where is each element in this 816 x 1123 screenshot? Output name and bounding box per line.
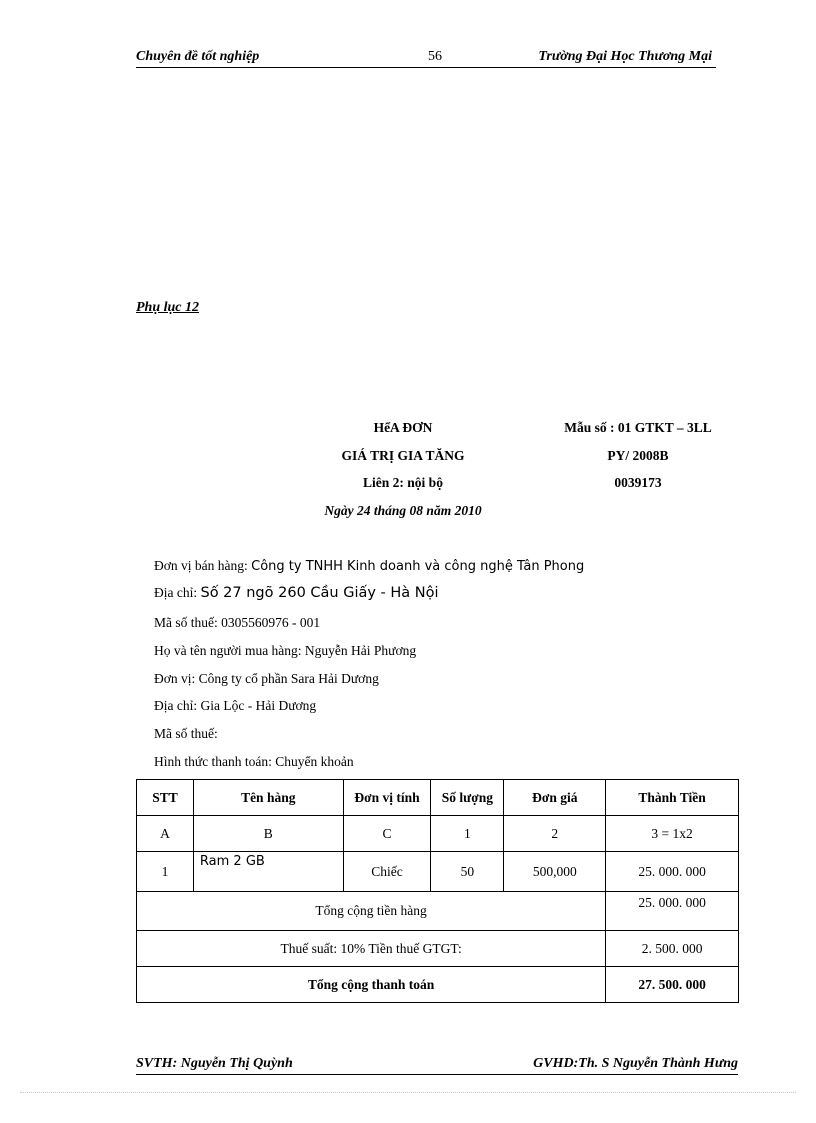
page-bottom-divider (20, 1092, 796, 1093)
seller-address-line (154, 585, 439, 601)
seller-name-label: Đơn vị bán hàng: (154, 558, 248, 573)
table-code-row (137, 816, 739, 852)
invoice-title-line2: GIÁ TRỊ GIA TĂNG (341, 448, 465, 463)
vat-row (137, 931, 739, 967)
item-name: Ram 2 GB (193, 852, 343, 892)
invoice-number: 0039173 (614, 475, 662, 490)
vat-value: 2. 500. 000 (606, 931, 739, 967)
code-cell: 2 (504, 816, 606, 852)
invoice-form-number: Mẫu số : 01 GTKT – 3LL (564, 420, 712, 435)
invoice-title-line1: HểA ĐƠN (373, 420, 433, 435)
page-header (136, 47, 716, 68)
vat-label: Thuế suất: 10% Tiền thuế GTGT: (137, 931, 606, 967)
invoice-date: Ngày 24 tháng 08 năm 2010 (324, 503, 482, 518)
seller-address-label: Địa chỉ: (154, 585, 198, 600)
table-header-row (137, 780, 739, 816)
header-amount: Thành Tiền (606, 780, 739, 816)
code-cell: 3 = 1x2 (606, 816, 739, 852)
code-cell: A (137, 816, 194, 852)
seller-tax-code: 0305560976 - 001 (221, 615, 321, 630)
footer-supervisor: GVHD:Th. S Nguyễn Thành Hưng (533, 1056, 738, 1071)
header-unit-price: Đơn giá (504, 780, 606, 816)
seller-name: Công ty TNHH Kinh doanh và công nghệ Tân Phong (251, 559, 585, 574)
header-item-name: Tên hàng (193, 780, 343, 816)
invoice-serial: PY/ 2008B (607, 448, 669, 463)
header-university: Trường Đại Học Thương Mại (538, 49, 712, 64)
header-stt: STT (137, 780, 194, 816)
subtotal-row (137, 892, 739, 931)
seller-name-line (154, 558, 584, 574)
buyer-unit-line: Đơn vị: Công ty cổ phần Sara Hải Dương (154, 671, 379, 686)
page-number: 56 (428, 49, 442, 64)
header-unit: Đơn vị tính (343, 780, 431, 816)
item-stt: 1 (137, 852, 194, 892)
appendix-title: Phụ lục 12 (136, 300, 200, 315)
item-amount: 25. 000. 000 (606, 852, 739, 892)
buyer-tax-line: Mã số thuế: (154, 726, 218, 741)
seller-tax-line (154, 615, 320, 631)
page-footer (136, 1054, 738, 1075)
buyer-person-line: Họ và tên người mua hàng: Nguyễn Hải Phương (154, 643, 417, 658)
footer-student: SVTH: Nguyễn Thị Quỳnh (136, 1056, 293, 1071)
table-row (137, 852, 739, 892)
code-cell: C (343, 816, 431, 852)
item-unit: Chiếc (343, 852, 431, 892)
seller-address: Số 27 ngõ 260 Cầu Giấy - Hà Nội (200, 585, 439, 601)
total-row (137, 967, 739, 1003)
item-unit-price: 500,000 (504, 852, 606, 892)
payment-method-line: Hình thức thanh toán: Chuyển khoản (154, 754, 354, 769)
header-document-type: Chuyên đề tốt nghiệp (136, 49, 260, 64)
total-label: Tổng cộng thanh toán (137, 967, 606, 1003)
subtotal-label: Tổng cộng tiền hàng (137, 892, 606, 931)
invoice-table (136, 779, 739, 1003)
subtotal-value: 25. 000. 000 (606, 892, 739, 931)
header-quantity: Số lượng (431, 780, 504, 816)
code-cell: 1 (431, 816, 504, 852)
buyer-address-line: Địa chỉ: Gia Lộc - Hải Dương (154, 698, 317, 713)
code-cell: B (193, 816, 343, 852)
item-quantity: 50 (431, 852, 504, 892)
total-value: 27. 500. 000 (606, 967, 739, 1003)
invoice-copy-label: Liên 2: nội bộ (363, 475, 443, 490)
seller-tax-label: Mã số thuế: (154, 615, 218, 630)
